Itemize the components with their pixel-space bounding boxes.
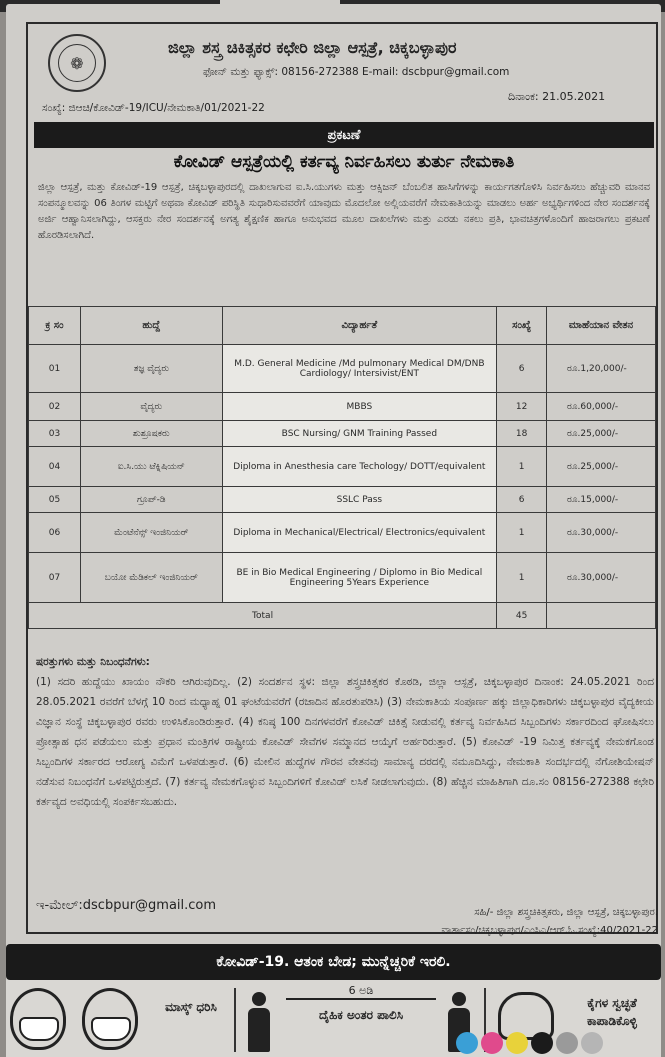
cell-salary: ರೂ.25,000/- [547, 421, 656, 447]
office-title: ಜಿಲ್ಲಾ ಶಸ್ತ್ರ ಚಿಕಿತ್ಸಕರ ಕಛೇರಿ ಜಿಲ್ಲಾ ಆಸ್ಪತ್ರೆ, ಚಿಕ್ಕಬಳ್ಳಾಪುರ [168, 38, 457, 57]
cell-count: 6 [497, 487, 547, 513]
cell-sl: 05 [29, 487, 81, 513]
cell-salary: ರೂ.60,000/- [547, 393, 656, 421]
person-icon [248, 992, 270, 1050]
cell-salary: ರೂ.30,000/- [547, 553, 656, 603]
black-dot-icon [531, 1032, 553, 1054]
cell-post: ಗ್ರೂಪ್-ಡಿ [80, 487, 222, 513]
table-row [29, 421, 656, 447]
notice-frame [26, 22, 658, 934]
notice-date: ದಿನಾಂಕ: 21.05.2021 [508, 90, 606, 103]
cell-sl: 06 [29, 513, 81, 553]
magenta-dot-icon [481, 1032, 503, 1054]
header-sl: ಕ್ರ ಸಂ [29, 307, 81, 345]
physical-distance-label: ದೈಹಿಕ ಅಂತರ ಪಾಲಿಸಿ [318, 1008, 404, 1022]
table-row [29, 393, 656, 421]
cell-qualification: BSC Nursing/ GNM Training Passed [222, 421, 497, 447]
terms-body: (1) ಸದರಿ ಹುದ್ದೆಯು ಖಾಯಂ ನೌಕರಿ ಆಗಿರುವುದಿಲ್ಲ. (2) ಸಂದರ್ಶನ ಸ್ಥಳ: ಜಿಲ್ಲಾ ಶಸ್ತ್ರಚಿಕಿತ್ಸಕರ ಕೊಠಡಿ, ಜಿಲ್ಲಾ ಆಸ್ಪತ್ರೆ, ಚಿಕ್ಕಬಳ್ಳಾಪುರ ದಿನಾಂಕ: 24.05.2021 ರಿಂದ 28.05.2021 ರವರೆಗೆ ಬೆಳಗ್ಗೆ 10 ರಿಂದ ಮಧ್ಯಾಹ್ನ 01 ಘಂಟೆಯವರೆಗೆ (ರಜಾದಿನ ಹೊರತುಪಡಿಸಿ) (3) ನೇಮಕಾತಿಯ ಸಂಪೂರ್ಣ ಹಕ್ಕು ಜಿಲ್ಲಾಧಿಕಾರಿಗಳು ಚಿಕ್ಕಬಳ್ಳಾಪುರ ವೈದ್ಯಕೀಯ ವಿಜ್ಞಾನ ಸಂಸ್ಥೆ ಚಿಕ್ಕಬಳ್ಳಾಪುರ ರವರು ಉಳಿಸಿಕೊಂಡಿರುತ್ತಾರೆ. (4) ಕನಿಷ್ಠ 100 ದಿನಗಳವರೆಗೆ ಕೋವಿಡ್ ಚಿಕಿತ್ಸೆ ನೀಡುವಲ್ಲಿ ಕರ್ತವ್ಯ ನಿರ್ವಹಿಸಿದ ಸಿಬ್ಬಂದಿಗಳು ಸರ್ಕಾರದಿಂದ ಘೋಷಿಸಲು ಪ್ರೋತ್ಸಾಹ ಧನ ಪಡೆಯಲು ಮತ್ತು ಪ್ರಧಾನ ಮಂತ್ರಿಗಳ ರಾಷ್ಟ್ರೀಯ ಕೋವಿಡ್ ಸೇವೆಗಳ ಸಮ್ಮಾನದ ಆಯ್ಕೆಗೆ ಅರ್ಹರಿರುತ್ತಾರೆ. (5) ಕೋವಿಡ್ -19 ನಿಮಿತ್ತ ಕರ್ತವ್ಯಕ್ಕೆ ನೇಮಕಗೊಂಡ ಸಿಬ್ಬಂದಿಗಳ ಸರ್ಕಾರದ ಆರೋಗ್ಯ ವಿಮೆಗೆ ಒಳಪಡುತ್ತಾರೆ. (6) ಮೇಲಿನ ಹುದ್ದೆಗಳ ಗೌರವ ವೇತನವು ಸಾಮಾನ್ಯ ದರದಲ್ಲಿ ನಮೂದಿಸಿದ್ದು, ನೇಮಕಾತಿ ಸಂದರ್ಭದಲ್ಲಿ ನೆಗೋಶಿಯೇಷನ್ ನಡೆಸುವ ನಿಬಂಧನೆಗೆ ಒಳಪಟ್ಟಿರುತ್ತದೆ. (7) ಕರ್ತವ್ಯ ನೇಮಕಗೊಳ್ಳುವ ಸಿಬ್ಬಂದಿಗಳಿಗೆ ಕೋವಿಡ್ ಲಸಿಕೆ ನೀಡಲಾಗುವುದು. (8) ಹೆಚ್ಚಿನ ಮಾಹಿತಿಗಾಗಿ ದೂ.ಸಂ 08156-272388 ಕಛೇರಿ ಕರ್ತವ್ಯದ ಅವಧಿಯಲ್ಲಿ ಸಂಪರ್ಕಿಸಬಹುದು. [36, 676, 654, 808]
cell-post: ವೈದ್ಯರು [80, 393, 222, 421]
distance-arrow-icon [286, 998, 436, 1000]
table-row [29, 487, 656, 513]
covid-awareness-banner: ಕೋವಿಡ್-19. ಆತಂಕ ಬೇಡ; ಮುನ್ನೆಚ್ಚರಿಕೆ ಇರಲಿ. [6, 944, 661, 980]
cell-count: 18 [497, 421, 547, 447]
table-total-row [29, 603, 656, 629]
cell-sl: 04 [29, 447, 81, 487]
table-row [29, 345, 656, 393]
cell-salary: ರೂ.15,000/- [547, 487, 656, 513]
grey-dot-icon [556, 1032, 578, 1054]
header-qualification: ವಿದ್ಯಾರ್ಹತೆ [222, 307, 497, 345]
cell-post: ಐ.ಸಿ.ಯು ಟೆಕ್ನಿಷಿಯನ್ [80, 447, 222, 487]
terms-heading: ಷರತ್ತುಗಳು ಮತ್ತು ನಿಬಂಧನೆಗಳು: [36, 656, 150, 668]
divider [234, 988, 236, 1052]
signature-line-2: ವಾರ್ತಾಸಂ/ಚಿಕ್ಕಬಳ್ಳಾಪುರ/ಎಂಸಿಎ/ಆರ್.ಓ.ಸಂಖ್ಯೆ:40/2021-22 [441, 925, 658, 936]
covid-guidelines-strip [6, 980, 661, 1057]
cell-qualification: M.D. General Medicine /Md pulmonary Medical DM/DNB Cardiology/ Intersivist/ENT [222, 345, 497, 393]
wear-mask-label: ಮಾಸ್ಕ್ ಧರಿಸಿ [165, 1000, 217, 1014]
signature-line-1: ಸಹಿ/- ಜಿಲ್ಲಾ ಶಸ್ತ್ರಚಿಕಿತ್ಸಕರು, ಜಿಲ್ಲಾ ಆಸ್ಪತ್ರೆ, ಚಿಕ್ಕಬಳ್ಳಾಪುರ. [474, 907, 658, 918]
table-row [29, 447, 656, 487]
announcement-banner: ಪ್ರಕಟಣೆ [34, 122, 654, 148]
cell-sl: 07 [29, 553, 81, 603]
cell-qualification: BE in Bio Medical Engineering / Diplomo in Bio Medical Engineering 5Years Experience [222, 553, 497, 603]
grey-dot-icon [581, 1032, 603, 1054]
print-color-registration-marks [456, 1032, 603, 1054]
newspaper-clipping [6, 4, 661, 1054]
cell-salary: ರೂ.1,20,000/- [547, 345, 656, 393]
total-label: Total [29, 603, 497, 629]
cell-count: 1 [497, 553, 547, 603]
vacancy-table [28, 306, 656, 629]
cell-qualification: Diploma in Mechanical/Electrical/ Electronics/equivalent [222, 513, 497, 553]
header-post: ಹುದ್ದೆ [80, 307, 222, 345]
total-salary-empty [547, 603, 656, 629]
cell-qualification: SSLC Pass [222, 487, 497, 513]
terms-section [36, 652, 654, 812]
signature-block [358, 904, 658, 940]
government-emblem-icon: ❁ [48, 34, 106, 92]
cell-sl: 01 [29, 345, 81, 393]
reference-number: ಸಂಖ್ಯೆ: ಜಿಆಚಿ/ಕೋವಿಡ್-19/ICU/ನೇಮಕಾತಿ/01/2021-22 [42, 102, 265, 114]
cell-count: 1 [497, 447, 547, 487]
notice-body: ಜಿಲ್ಲಾ ಆಸ್ಪತ್ರೆ, ಮತ್ತು ಕೋವಿಡ್-19 ಆಸ್ಪತ್ರೆ, ಚಿಕ್ಕಬಳ್ಳಾಪುರದಲ್ಲಿ ದಾಖಲಾಗುವ ಐ.ಸಿ.ಯುಗಳು ಮತ್ತು ಆಕ್ಸಿಜನ್ ಬೆಂಬಲಿತ ಹಾಸಿಗೆಗಳನ್ನು ಕಾರ್ಯಗತಗೊಳಿಸಿ ನಿರ್ವಹಿಸಲು ಹೆಚ್ಚುವರಿ ಮಾನವ ಸಂಪನ್ಮೂಲವನ್ನು 06 ತಿಂಗಳ ಮಟ್ಟಿಗೆ ಅಥವಾ ಕೋವಿಡ್ ಪರಿಸ್ಥಿತಿ ಸುಧಾರಿಸುವವರೆಗೆ ಯಾವುದು ಮೊದಲೋ ಅಲ್ಲಿಯವರೆಗೆ ನೇಮಕಾತಿಯನ್ನು ಮಾಡಲು ಅರ್ಹ ಅಭ್ಯರ್ಥಿಗಳಿಂದ ನೇರ ಸಂದರ್ಶನಕ್ಕೆ ಅರ್ಜಿ ಆಹ್ವಾನಿಸಲಾಗಿದ್ದು, ಆಸಕ್ತರು ನೇರ ಸಂದರ್ಶನಕ್ಕೆ ಅಗತ್ಯ ಶೈಕ್ಷಣಿಕ ಹಾಗೂ ಅನುಭವದ ಮೂಲ ದಾಖಲೆಗಳು ಮತ್ತು ಎರಡು ನಕಲು ಪ್ರತಿ, ಭಾವಚಿತ್ರಗಳೊಂದಿಗೆ ಹಾಜರಾಗಲು ಪ್ರಕಟಣೆ ಹೊರಡಿಸಲಾಗಿದೆ. [38, 182, 650, 241]
table-row [29, 553, 656, 603]
cell-qualification: MBBS [222, 393, 497, 421]
office-contact: ಫೋನ್ ಮತ್ತು ಫ್ಯಾಕ್ಸ್: 08156-272388 E-mail: dscbpur@gmail.com [203, 66, 510, 78]
masked-face-icon [82, 988, 138, 1050]
cell-count: 12 [497, 393, 547, 421]
hand-hygiene-label: ಕೈಗಳ ಸ್ವಚ್ಛತೆ ಕಾಪಾಡಿಕೊಳ್ಳಿ [587, 996, 637, 1028]
cell-qualification: Diploma in Anesthesia care Techology/ DOTT/equivalent [222, 447, 497, 487]
header-count: ಸಂಖ್ಯೆ [497, 307, 547, 345]
cell-salary: ರೂ.25,000/- [547, 447, 656, 487]
cell-sl: 02 [29, 393, 81, 421]
cell-post: ತಜ್ಞ ವೈದ್ಯರು [80, 345, 222, 393]
notice-title: ಕೋವಿಡ್ ಆಸ್ಪತ್ರೆಯಲ್ಲಿ ಕರ್ತವ್ಯ ನಿರ್ವಹಿಸಲು ತುರ್ತು ನೇಮಕಾತಿ [173, 152, 515, 172]
cell-count: 1 [497, 513, 547, 553]
cell-count: 6 [497, 345, 547, 393]
table-header-row [29, 307, 656, 345]
contact-email: ಇ-ಮೇಲ್:dscbpur@gmail.com [36, 898, 217, 913]
cyan-dot-icon [456, 1032, 478, 1054]
cell-salary: ರೂ.30,000/- [547, 513, 656, 553]
cell-sl: 03 [29, 421, 81, 447]
total-value: 45 [497, 603, 547, 629]
masked-face-icon [10, 988, 66, 1050]
cell-post: ಶುಶ್ರೂಷಕರು [80, 421, 222, 447]
yellow-dot-icon [506, 1032, 528, 1054]
table-row [29, 513, 656, 553]
cell-post: ಬಯೋ ಮೆಡಿಕಲ್ ಇಂಜಿನಿಯರ್ [80, 553, 222, 603]
distance-value: 6 ಅಡಿ [348, 984, 374, 997]
header-salary: ಮಾಹೆಯಾನ ವೇತನ [547, 307, 656, 345]
cell-post: ಮೆಂಟೆನೆನ್ಸ್ ಇಂಜಿನಿಯರ್ [80, 513, 222, 553]
